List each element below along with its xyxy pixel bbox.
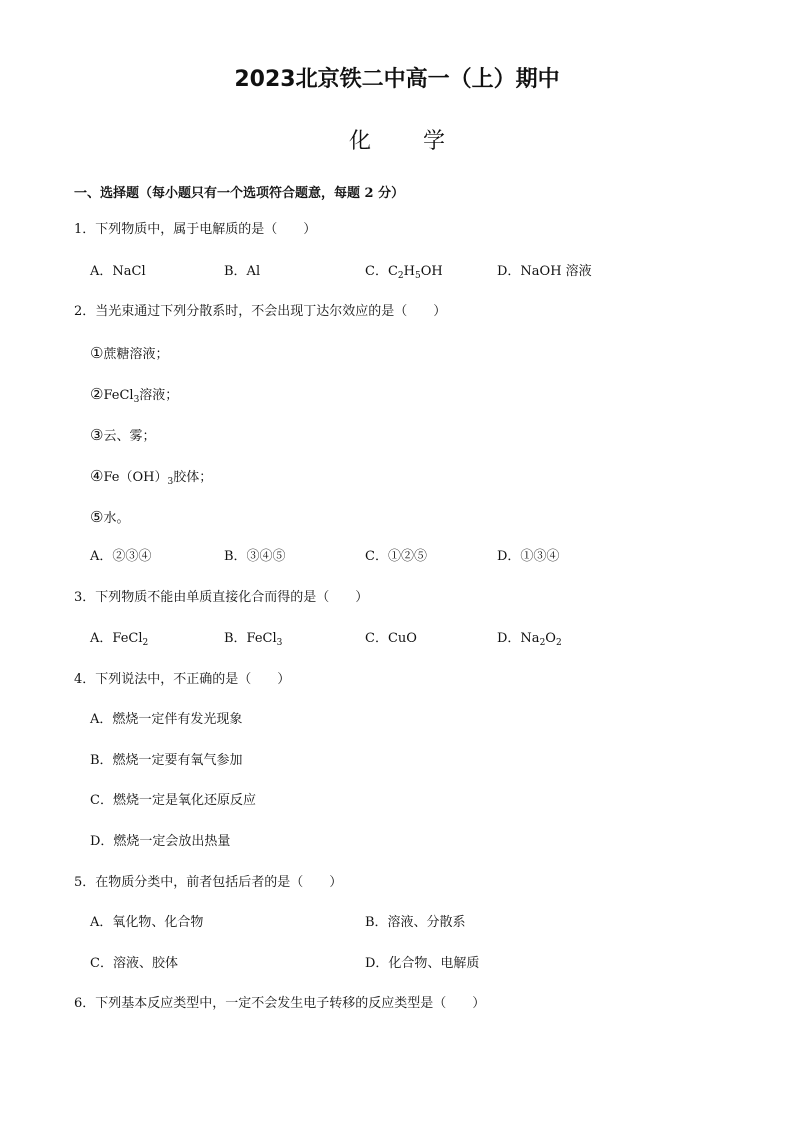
q2-item-3: ③云、雾； xyxy=(90,426,156,444)
q3-option-a: A．FeCl$_2$ xyxy=(90,631,149,648)
q2-item-2: ②FeCl$_3$溶液； xyxy=(90,385,179,405)
q1-option-c: C．$C_2H_5OH$ xyxy=(365,264,443,281)
q2-option-a: A．②③④ xyxy=(90,549,152,564)
question-4-stem: 4．下列说法中，不正确的是（ ） xyxy=(74,672,291,687)
q4-option-d: D．燃烧一定会放出热量 xyxy=(90,834,231,849)
subject-char-1: 化 xyxy=(348,129,371,154)
q3-option-c: C．CuO xyxy=(365,631,417,646)
question-5-stem: 5．在物质分类中，前者包括后者的是（ ） xyxy=(74,875,343,890)
q3-option-b: B．FeCl$_3$ xyxy=(224,631,283,648)
question-1-stem: 1．下列物质中，属于电解质的是（ ） xyxy=(74,222,317,237)
q4-option-c: C．燃烧一定是氧化还原反应 xyxy=(90,793,256,808)
q2-item-5: ⑤水。 xyxy=(90,508,130,526)
q4-option-b: B．燃烧一定要有氧气参加 xyxy=(90,753,243,768)
q1-option-a: A．NaCl xyxy=(90,264,146,279)
q5-option-b: B．溶液、分散系 xyxy=(365,915,466,930)
q2-item-4: $④Fe(OH)_3$胶体； xyxy=(90,467,213,487)
subject-char-2: 学 xyxy=(423,129,446,154)
question-2-stem: 2．当光束通过下列分散系时，不会出现丁达尔效应的是（ ） xyxy=(74,304,447,319)
q1-option-b: B．Al xyxy=(224,264,261,279)
q4-option-a: A．燃烧一定伴有发光现象 xyxy=(90,712,243,727)
question-3-stem: 3．下列物质不能由单质直接化合而得的是（ ） xyxy=(74,590,369,605)
q2-option-d: D．①③④ xyxy=(497,549,560,564)
q5-option-c: C．溶液、胶体 xyxy=(90,956,178,971)
q5-option-d: D．化合物、电解质 xyxy=(365,956,480,971)
q3-option-d: D．$Na_2O_2$ xyxy=(497,631,562,648)
section-heading: 一、选择题（每小题只有一个选项符合题意，每题 2 分） xyxy=(74,186,405,201)
q2-option-c: C．①②⑤ xyxy=(365,549,427,564)
q2-item-1: ①蔗糖溶液； xyxy=(90,344,169,362)
q5-option-a: A．氧化物、化合物 xyxy=(90,915,204,930)
q2-option-b: B．③④⑤ xyxy=(224,549,286,564)
exam-title: 2023北京铁二中高一（上）期中 xyxy=(234,67,560,92)
question-6-stem: 6．下列基本反应类型中，一定不会发生电子转移的反应类型是（ ） xyxy=(74,996,486,1011)
q1-option-d: D．NaOH 溶液 xyxy=(497,264,592,279)
subject-heading xyxy=(0,124,794,155)
